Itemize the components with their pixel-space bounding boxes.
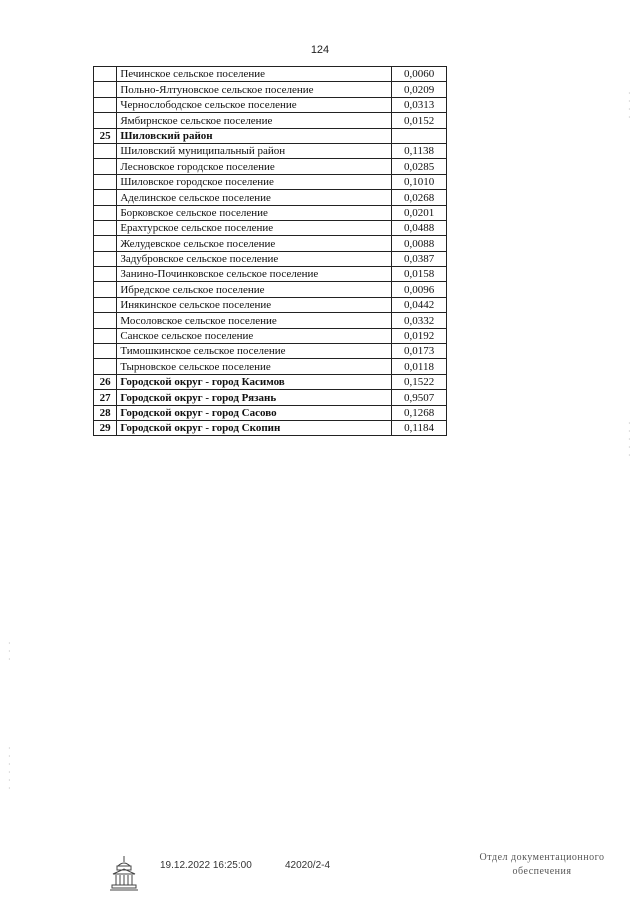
table-row — [94, 205, 447, 220]
row-name: Ямбирнское сельское поселение — [117, 113, 392, 128]
table-row — [94, 190, 447, 205]
table-row — [94, 251, 447, 266]
row-name: Шиловский район — [117, 128, 392, 143]
row-value: 0,1522 — [392, 374, 447, 389]
row-name: Санское сельское поселение — [117, 328, 392, 343]
row-value: 0,0285 — [392, 159, 447, 174]
row-name: Шиловский муниципальный район — [117, 143, 392, 158]
row-number — [94, 143, 117, 158]
row-name: Занино-Починковское сельское поселение — [117, 267, 392, 282]
table-row — [94, 374, 447, 389]
row-number: 29 — [94, 420, 117, 435]
table-row — [94, 405, 447, 420]
table-row — [94, 67, 447, 82]
row-number — [94, 159, 117, 174]
row-name: Аделинское сельское поселение — [117, 190, 392, 205]
table-row — [94, 344, 447, 359]
table-row — [94, 282, 447, 297]
row-value: 0,0096 — [392, 282, 447, 297]
row-number — [94, 236, 117, 251]
row-number — [94, 267, 117, 282]
row-number — [94, 344, 117, 359]
row-value: 0,1268 — [392, 405, 447, 420]
footer-doc-number: 42020/2-4 — [285, 860, 331, 871]
row-number: 25 — [94, 128, 117, 143]
row-name: Лесновское городское поселение — [117, 159, 392, 174]
row-value: 0,0060 — [392, 67, 447, 82]
row-value: 0,0209 — [392, 82, 447, 97]
row-number — [94, 282, 117, 297]
row-value: 0,0387 — [392, 251, 447, 266]
row-value: 0,0488 — [392, 220, 447, 235]
row-number: 27 — [94, 390, 117, 405]
footer-timestamp: 19.12.2022 16:25:00 — [160, 860, 252, 871]
row-name: Тимошкинское сельское поселение — [117, 344, 392, 359]
row-name: Городской округ - город Сасово — [117, 405, 392, 420]
row-value: 0,0118 — [392, 359, 447, 374]
table-row — [94, 236, 447, 251]
page-number: 124 — [310, 44, 330, 56]
table-row — [94, 328, 447, 343]
row-name: Чернослободское сельское поселение — [117, 97, 392, 112]
row-name: Мосоловское сельское поселение — [117, 313, 392, 328]
row-value: 0,9507 — [392, 390, 447, 405]
row-name: Городской округ - город Скопин — [117, 420, 392, 435]
row-name: Желудевское сельское поселение — [117, 236, 392, 251]
margin-marks: · · · — [8, 639, 11, 664]
row-number — [94, 205, 117, 220]
row-value: 0,0152 — [392, 113, 447, 128]
margin-marks: · · · · · — [628, 419, 631, 460]
row-name: Шиловское городское поселение — [117, 174, 392, 189]
allocation-table — [93, 66, 447, 436]
row-number: 26 — [94, 374, 117, 389]
row-value: 0,0268 — [392, 190, 447, 205]
row-value: 0,1010 — [392, 174, 447, 189]
table-row — [94, 159, 447, 174]
stamp-line-1: Отдел документационного — [479, 852, 605, 863]
row-number — [94, 251, 117, 266]
row-name: Городской округ - город Касимов — [117, 374, 392, 389]
row-value: 0,0192 — [392, 328, 447, 343]
table-row — [94, 113, 447, 128]
table-row — [94, 82, 447, 97]
table-row — [94, 174, 447, 189]
row-value: 0,0313 — [392, 97, 447, 112]
row-name: Польно-Ялтуновское сельское поселение — [117, 82, 392, 97]
table-row — [94, 220, 447, 235]
row-value — [392, 128, 447, 143]
row-value: 0,0332 — [392, 313, 447, 328]
row-value: 0,0173 — [392, 344, 447, 359]
building-emblem-icon — [108, 854, 140, 892]
row-number — [94, 220, 117, 235]
table-row — [94, 128, 447, 143]
row-number — [94, 174, 117, 189]
row-name: Борковское сельское поселение — [117, 205, 392, 220]
table-row — [94, 359, 447, 374]
table-body — [94, 67, 447, 436]
row-number — [94, 113, 117, 128]
row-number — [94, 67, 117, 82]
row-number — [94, 297, 117, 312]
row-name: Инякинское сельское поселение — [117, 297, 392, 312]
row-name: Ибредское сельское поселение — [117, 282, 392, 297]
row-value: 0,1138 — [392, 143, 447, 158]
row-value: 0,0201 — [392, 205, 447, 220]
row-number: 28 — [94, 405, 117, 420]
table-row — [94, 143, 447, 158]
margin-marks: · · · · · · — [8, 744, 11, 793]
row-name: Тырновское сельское поселение — [117, 359, 392, 374]
row-name: Ерахтурское сельское поселение — [117, 220, 392, 235]
department-stamp — [462, 851, 622, 879]
table-row — [94, 390, 447, 405]
row-number — [94, 97, 117, 112]
row-number — [94, 313, 117, 328]
row-number — [94, 359, 117, 374]
row-value: 0,0088 — [392, 236, 447, 251]
table-row — [94, 267, 447, 282]
row-number — [94, 190, 117, 205]
table-row — [94, 420, 447, 435]
row-number — [94, 328, 117, 343]
stamp-line-2: обеспечения — [512, 866, 572, 877]
row-name: Печинское сельское поселение — [117, 67, 392, 82]
row-name: Городской округ - город Рязань — [117, 390, 392, 405]
row-number — [94, 82, 117, 97]
margin-marks: · · · · — [628, 89, 631, 122]
table-row — [94, 313, 447, 328]
row-value: 0,0158 — [392, 267, 447, 282]
row-name: Задубровское сельское поселение — [117, 251, 392, 266]
table-row — [94, 97, 447, 112]
table-row — [94, 297, 447, 312]
row-value: 0,1184 — [392, 420, 447, 435]
row-value: 0,0442 — [392, 297, 447, 312]
